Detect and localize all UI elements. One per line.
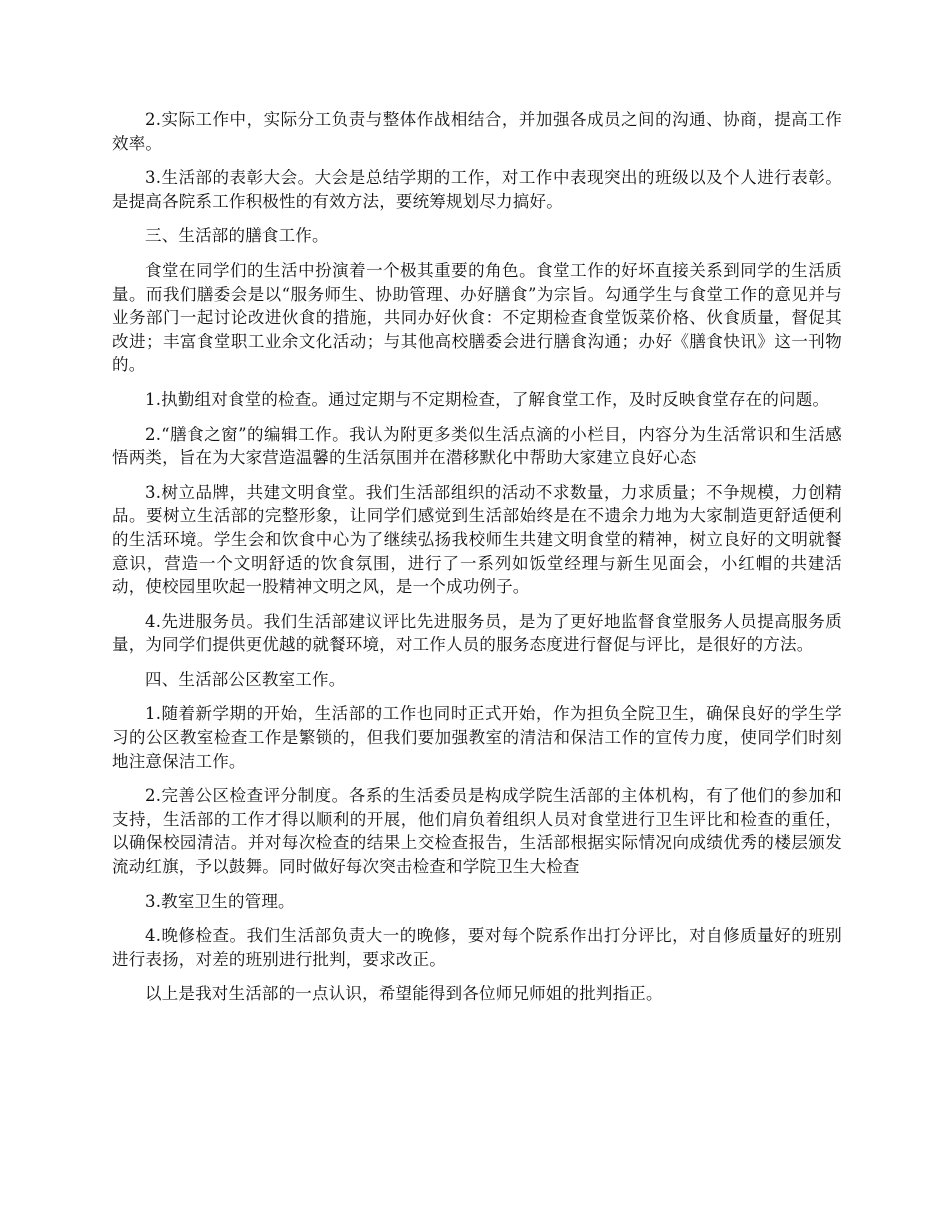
paragraph-closing: 以上是我对生活部的一点认识，希望能得到各位师兄师姐的批判指正。 [145, 984, 663, 1004]
section-heading-classroom: 四、生活部公区教室工作。 [145, 669, 346, 689]
paragraph-canteen-inspection: 1.执勤组对食堂的检查。通过定期与不定期检查，了解食堂工作，及时反映食堂存在的问题。 [145, 389, 830, 409]
paragraph-work-division: 2.实际工作中，实际分工负责与整体作战相结合，并加强各成员之间的沟通、协商，提高工作效率。 [112, 110, 842, 153]
paragraph-civilized-canteen: 3.树立品牌，共建文明食堂。我们生活部组织的活动不求数量，力求质量；不争规模，力创精品。要树立生活部的完整形象，让同学们感觉到生活部始终是在不遗余力地为大家制造更舒适便利的生活环境。学生会和饮食中心为了继续弘扬我校师生共建文明食堂的精神，树立良好的文明就餐意识，营造一个文明舒适的饮食氛围，进行了一系列如饭堂经理与新生见面会，小红帽的共建活动，使校园里吹起一股精神文明之风，是一个成功例子。 [112, 482, 842, 597]
section-heading-catering: 三、生活部的膳食工作。 [145, 226, 329, 246]
paragraph-evening-study: 4.晚修检查。我们生活部负责大一的晚修，要对每个院系作出打分评比，对自修质量好的班别进行表扬，对差的班别进行批判，要求改正。 [112, 926, 842, 969]
document-page [112, 108, 842, 1017]
paragraph-advanced-staff: 4.先进服务员。我们生活部建议评比先进服务员，是为了更好地监督食堂服务人员提高服务质量，为同学们提供更优越的就餐环境，对工作人员的服务态度进行督促与评比，是很好的方法。 [112, 611, 842, 655]
paragraph-classroom-hygiene: 3.教室卫生的管理。 [145, 891, 295, 911]
paragraph-new-semester: 1.随着新学期的开始，生活部的工作也同时正式开始，作为担负全院卫生，确保良好的学生学习的公区教室检查工作是繁锁的，但我们要加强教室的清洁和保洁工作的宣传力度，使同学们时刻地注意保洁工作。 [112, 704, 842, 771]
paragraph-commendation-meeting: 3.生活部的表彰大会。大会是总结学期的工作，对工作中表现突出的班级以及个人进行表彰。是提高各院系工作积极性的有效方法，要统筹规划尽力搞好。 [112, 168, 842, 211]
paragraph-canteen-intro: 食堂在同学们的生活中扮演着一个极其重要的角色。食堂工作的好坏直接关系到同学的生活质量。而我们膳委会是以“服务师生、协助管理、办好膳食”为宗旨。勾通学生与食堂工作的意见并与业务部门一起讨论改进伙食的措施，共同办好伙食：不定期检查食堂饭菜价格、伙食质量，督促其改进；丰富食堂职工业余文化活动；与其他高校膳委会进行膳食沟通；办好《膳食快讯》这一刊物的。 [112, 260, 842, 375]
paragraph-scoring-system: 2.完善公区检查评分制度。各系的生活委员是构成学院生活部的主体机构，有了他们的参加和支持，生活部的工作才得以顺利的开展，他们肩负着组织人员对食堂进行卫生评比和检查的重任，以确保校园清洁。并对每次检查的结果上交检查报告，生活部根据实际情况向成绩优秀的楼层颁发流动红旗，予以鼓舞。同时做好每次突击检查和学院卫生大检查 [112, 786, 842, 877]
paragraph-catering-window: 2.“膳食之窗”的编辑工作。我认为附更多类似生活点滴的小栏目，内容分为生活常识和生活感悟两类，旨在为大家营造温馨的生活氛围并在潜移默化中帮助大家建立良好心态 [112, 424, 842, 468]
